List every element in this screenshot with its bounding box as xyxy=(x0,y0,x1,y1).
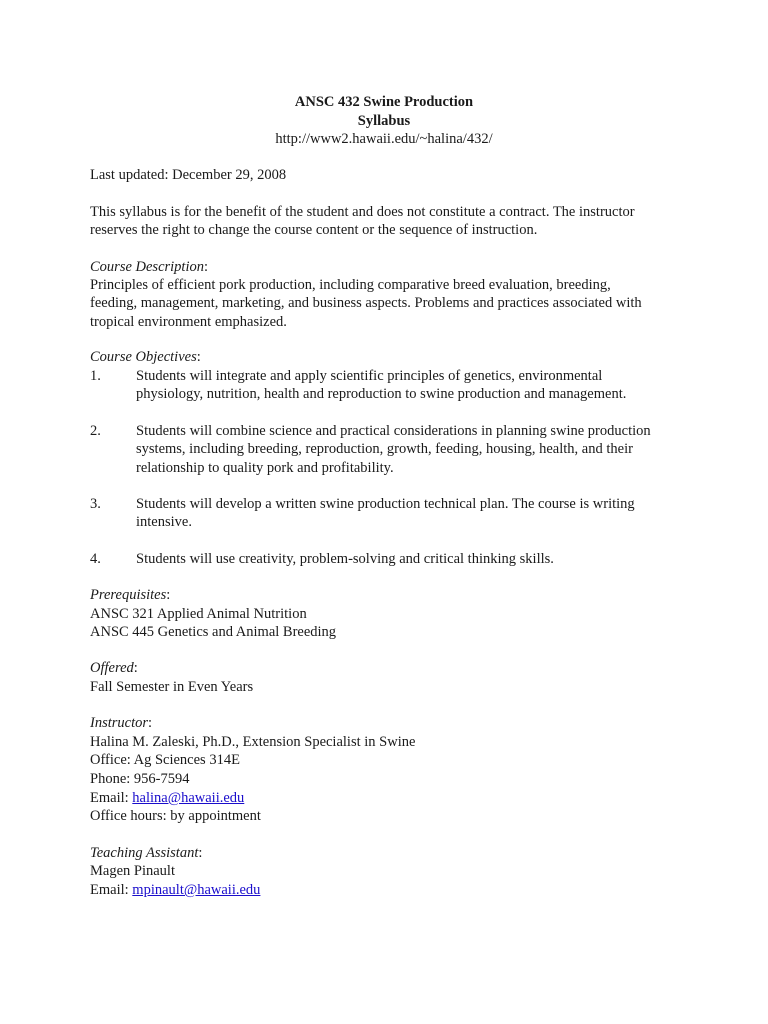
teaching-assistant-heading: Teaching Assistant: xyxy=(90,845,203,861)
teaching-assistant-email-link[interactable]: mpinault@hawaii.edu xyxy=(132,882,261,898)
objective-item-3 xyxy=(136,495,696,532)
objective-number-3: 3. xyxy=(90,496,101,512)
document-subtitle: Syllabus xyxy=(357,112,411,129)
offered-heading: Offered: xyxy=(90,660,138,676)
teaching-assistant-email-prefix: Email: xyxy=(90,882,133,898)
objective-2-line-3: relationship to quality pork and profitability. xyxy=(136,459,394,476)
course-description-heading: Course Description: xyxy=(90,259,209,275)
document-header xyxy=(0,93,768,149)
instructor-office-hours: Office hours: by appointment xyxy=(90,808,261,824)
instructor-heading: Instructor: xyxy=(90,715,153,731)
course-description-label: Course Description xyxy=(90,259,204,275)
instructor-name: Halina M. Zaleski, Ph.D., Extension Specialist in Swine xyxy=(90,734,416,750)
objective-item-4 xyxy=(136,550,696,568)
objective-number-4: 4. xyxy=(90,551,101,567)
instructor-email-line xyxy=(90,789,244,807)
teaching-assistant-label: Teaching Assistant xyxy=(90,845,199,861)
disclaimer-line-2: reserves the right to change the course content or the sequence of instruction. xyxy=(90,222,538,238)
instructor-email-prefix: Email: xyxy=(90,790,133,806)
course-description-line-2: feeding, management, marketing, and business aspects. Problems and practices associated with xyxy=(90,295,642,311)
objective-1-line-1: Students will integrate and apply scientific principles of genetics, environmental xyxy=(136,368,603,384)
objective-item-2 xyxy=(136,422,696,477)
offered-value: Fall Semester in Even Years xyxy=(90,679,254,695)
prerequisites-label: Prerequisites xyxy=(90,587,167,603)
course-url: http://www2.hawaii.edu/~halina/432/ xyxy=(275,131,493,147)
prerequisites-heading: Prerequisites: xyxy=(90,587,171,603)
objective-number-1: 1. xyxy=(90,368,101,384)
objective-1-line-2: physiology, nutrition, health and reproduction to swine production and management. xyxy=(136,386,627,403)
prerequisite-1: ANSC 321 Applied Animal Nutrition xyxy=(90,606,307,622)
objective-2-line-2: systems, including breeding, reproduction, growth, feeding, housing, health, and their xyxy=(136,441,633,458)
prerequisite-2: ANSC 445 Genetics and Animal Breeding xyxy=(90,624,337,640)
instructor-phone: Phone: 956-7594 xyxy=(90,771,190,787)
course-title: ANSC 432 Swine Production xyxy=(294,94,474,110)
objective-3-line-2: intensive. xyxy=(136,514,192,531)
teaching-assistant-name: Magen Pinault xyxy=(90,863,175,879)
course-objectives-label: Course Objectives xyxy=(90,349,197,365)
course-objectives-heading: Course Objectives: xyxy=(90,349,201,365)
objective-4-line-1: Students will use creativity, problem-solving and critical thinking skills. xyxy=(136,551,554,567)
last-updated: Last updated: December 29, 2008 xyxy=(90,167,287,183)
teaching-assistant-email-line xyxy=(90,881,260,899)
course-description-line-3: tropical environment emphasized. xyxy=(90,314,287,330)
instructor-label: Instructor xyxy=(90,715,148,731)
instructor-office: Office: Ag Sciences 314E xyxy=(90,752,240,768)
objective-3-line-1: Students will develop a written swine production technical plan. The course is writing xyxy=(136,496,635,512)
instructor-email-link[interactable]: halina@hawaii.edu xyxy=(132,790,245,806)
offered-label: Offered xyxy=(90,660,134,676)
objective-item-1 xyxy=(136,367,696,404)
objective-2-line-1: Students will combine science and practical considerations in planning swine production xyxy=(136,423,651,439)
course-description-line-1: Principles of efficient pork production, including comparative breed evaluation, breeding, xyxy=(90,277,611,293)
objective-number-2: 2. xyxy=(90,423,101,439)
disclaimer-line-1: This syllabus is for the benefit of the student and does not constitute a contract. The instructor xyxy=(90,204,635,220)
